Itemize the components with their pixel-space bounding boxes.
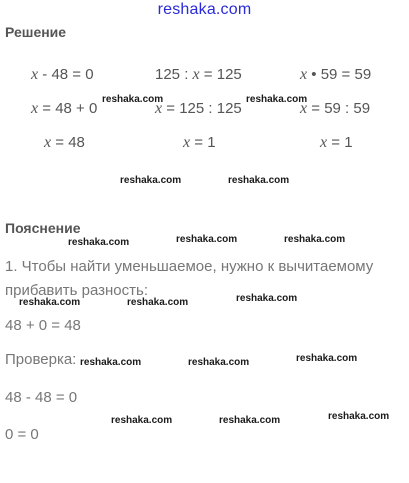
rule-line-2: прибавить разность:: [5, 282, 149, 299]
equation-1-line-1: x - 48 = 0: [31, 66, 94, 83]
watermark: reshaka.com: [296, 353, 358, 364]
watermark: reshaka.com: [219, 415, 281, 426]
watermark: reshaka.com: [246, 94, 308, 105]
equation-1-line-2: x = 48 + 0: [31, 100, 98, 117]
watermark: reshaka.com: [236, 293, 298, 304]
site-header-link[interactable]: reshaka.com: [157, 1, 252, 18]
watermark: reshaka.com: [68, 237, 130, 248]
watermark: reshaka.com: [102, 94, 164, 105]
watermark: reshaka.com: [188, 357, 250, 368]
watermark: reshaka.com: [127, 297, 189, 308]
equation-3-line-3: x = 1: [320, 134, 353, 151]
calculation-line: 48 + 0 = 48: [5, 317, 81, 334]
check-line-1: 48 - 48 = 0: [5, 389, 78, 406]
watermark: reshaka.com: [19, 297, 81, 308]
equation-2-line-1: 125 : x = 125: [155, 66, 242, 83]
explanation-heading: Пояснение: [5, 220, 81, 236]
watermark: reshaka.com: [111, 415, 173, 426]
check-line-2: 0 = 0: [5, 426, 39, 443]
watermark: reshaka.com: [120, 175, 182, 186]
watermark: reshaka.com: [284, 234, 346, 245]
watermark: reshaka.com: [328, 411, 390, 422]
watermark: reshaka.com: [80, 357, 142, 368]
solution-heading: Решение: [5, 24, 67, 40]
equation-3-line-1: x • 59 = 59: [300, 66, 372, 83]
equation-3-line-2: x = 59 : 59: [300, 100, 371, 117]
equation-1-line-3: x = 48: [44, 134, 85, 151]
equation-2-line-2: x = 125 : 125: [155, 100, 242, 117]
check-label: Проверка:: [5, 351, 77, 368]
watermark: reshaka.com: [228, 175, 290, 186]
equation-2-line-3: x = 1: [183, 134, 216, 151]
watermark: reshaka.com: [176, 234, 238, 245]
rule-line-1: 1. Чтобы найти уменьшаемое, нужно к вычитаемому: [5, 258, 374, 275]
